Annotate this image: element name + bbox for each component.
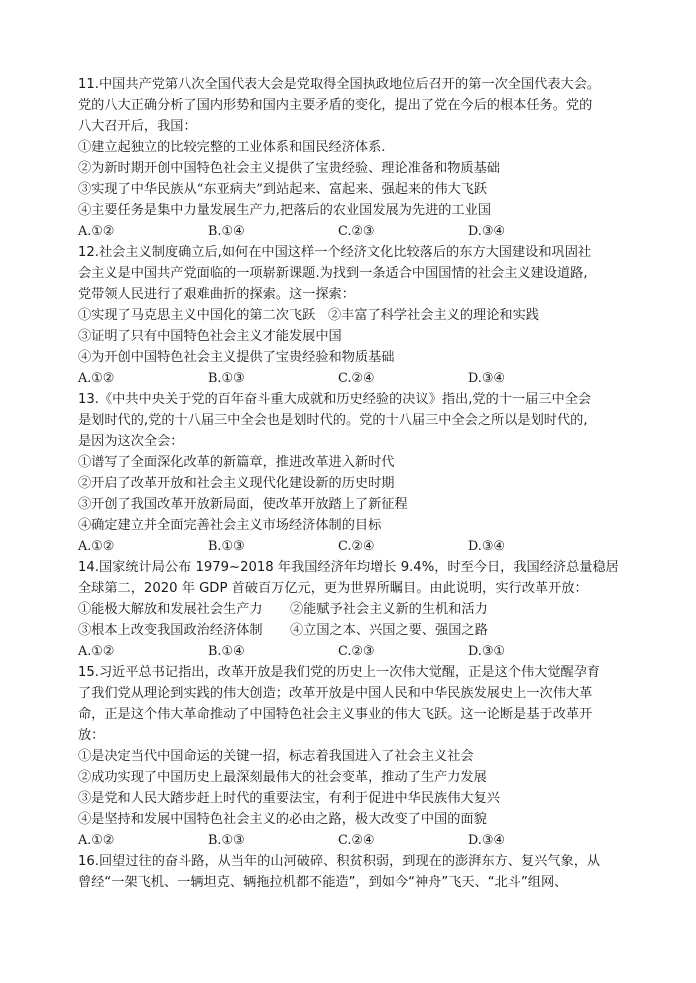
question-stem-line: 放： [78, 728, 105, 743]
option-b: B.①④ [208, 224, 245, 239]
question-stem-line: 15.习近平总书记指出，改革开放是我们党的历史上一次伟大觉醒，正是这个伟大觉醒孕育 [78, 665, 601, 680]
question-12 [78, 242, 634, 389]
question-stem-line: 11.中国共产党第八次全国代表大会是党取得全国执政地位后召开的第一次全国代表大会。 [78, 77, 601, 92]
statement: ②成功实现了中国历史上最深刻最伟大的社会变革，推动了生产力发展 [78, 770, 487, 785]
option-d: D.③① [468, 644, 505, 659]
statement: ③证明了只有中国特色社会主义才能发展中国 [78, 329, 342, 344]
option-c: C.②④ [338, 833, 375, 848]
option-b: B.①③ [208, 539, 245, 554]
statement-pair [78, 620, 634, 641]
option-d: D.③④ [468, 371, 505, 386]
statement: ③根本上改变我国政治经济体制 [78, 623, 263, 638]
question-stem-line: 16.回望过往的奋斗路，从当年的山河破碎、积贫积弱，到现在的澎湃东方、复兴气象，从 [78, 854, 601, 869]
option-d: D.③④ [468, 539, 505, 554]
question-15 [78, 662, 634, 851]
answer-options [78, 221, 634, 242]
option-b: B.①④ [208, 644, 245, 659]
statement: ②能赋予社会主义新的生机和活力 [290, 602, 488, 617]
option-b: B.①③ [208, 371, 245, 386]
statement-pair [78, 305, 634, 326]
question-stem-line: 八大召开后，我国： [78, 119, 197, 134]
statement: ④立国之本、兴国之要、强国之路 [290, 623, 488, 638]
question-stem-line: 党带领人民进行了艰难曲折的探索。这一探索： [78, 287, 355, 302]
question-13 [78, 389, 634, 557]
statement: ④是坚持和发展中国特色社会主义的必由之路，极大改变了中国的面貌 [78, 812, 487, 827]
question-stem-line: 曾经“一架飞机、一辆坦克、辆拖拉机都不能造”，到如今“神舟”飞天、“北斗”组网、 [78, 875, 568, 890]
statement-pair [78, 599, 634, 620]
option-c: C.②④ [338, 539, 375, 554]
option-b: B.①③ [208, 833, 245, 848]
question-stem-line: 是划时代的,党的十八届三中全会也是划时代的。党的十八届三中全会之所以是划时代的, [78, 413, 588, 428]
statement: ②开启了改革开放和社会主义现代化建设新的历史时期 [78, 476, 395, 491]
question-16 [78, 851, 634, 893]
statement: ④主要任务是集中力量发展生产力,把落后的农业国发展为先进的工业国 [78, 203, 492, 218]
question-stem-line: 13.《中共中央关于党的百年奋斗重大成就和历史经验的决议》指出,党的十一届三中全会 [78, 392, 592, 407]
statement: ③是党和人民大踏步赶上时代的重要法宝，有利于促进中华民族伟大复兴 [78, 791, 500, 806]
question-stem-line: 是因为这次全会： [78, 434, 184, 449]
option-c: C.②④ [338, 371, 375, 386]
question-stem-line: 全球第二，2020 年 GDP 首破百万亿元，更为世界所瞩目。由此说明，实行改革开放： [78, 581, 588, 596]
question-stem-line: 会主义是中国共产党面临的一项崭新课题.为找到一条适合中国国情的社会主义建设道路, [78, 266, 588, 281]
option-a: A.①② [78, 371, 115, 386]
answer-options [78, 536, 634, 557]
question-stem-line: 14.国家统计局公布 1979~2018 年我国经济年均增长 9.4%，时至今日，我国经济总量稳居 [78, 560, 619, 575]
statement: ②丰富了科学社会主义的理论和实践 [328, 308, 539, 323]
statement: ④为开创中国特色社会主义提供了宝贵经验和物质基础 [78, 350, 395, 365]
question-stem-line: 12.社会主义制度确立后,如何在中国这样一个经济文化比较落后的东方大国建设和巩固社 [78, 245, 592, 260]
statement: ①能极大解放和发展社会生产力 [78, 602, 263, 617]
answer-options [78, 368, 634, 389]
statement: ②为新时期开创中国特色社会主义提供了宝贵经验、理论准备和物质基础 [78, 161, 500, 176]
statement: ③实现了中华民族从“东亚病夫”到站起来、富起来、强起来的伟大飞跃 [78, 182, 488, 197]
question-11 [78, 74, 634, 242]
statement: ③开创了我国改革开放新局面，使改革开放踏上了新征程 [78, 497, 408, 512]
statement: ①建立起独立的比较完整的工业体系和国民经济体系. [78, 140, 386, 155]
question-stem-line: 命，正是这个伟大革命推动了中国特色社会主义事业的伟大飞跃。这一论断是基于改革开 [78, 707, 593, 722]
option-d: D.③④ [468, 224, 505, 239]
question-list [78, 74, 634, 893]
statement: ④确定建立并全面完善社会主义市场经济体制的目标 [78, 518, 382, 533]
option-a: A.①② [78, 833, 115, 848]
option-a: A.①② [78, 224, 115, 239]
statement: ①实现了马克思主义中国化的第二次飞跃 [78, 308, 316, 323]
answer-options [78, 641, 634, 662]
option-a: A.①② [78, 644, 115, 659]
question-14 [78, 557, 634, 662]
question-stem-line: 党的八大正确分析了国内形势和国内主要矛盾的变化，提出了党在今后的根本任务。党的 [78, 98, 593, 113]
question-stem-line: 了我们党从理论到实践的伟大创造；改革开放是中国人民和中华民族发展史上一次伟大革 [78, 686, 593, 701]
option-c: C.②③ [338, 644, 375, 659]
option-d: D.③④ [468, 833, 505, 848]
statement: ①是决定当代中国命运的关键一招，标志着我国进入了社会主义社会 [78, 749, 474, 764]
answer-options [78, 830, 634, 851]
statement: ①谱写了全面深化改革的新篇章，推进改革进入新时代 [78, 455, 395, 470]
option-c: C.②③ [338, 224, 375, 239]
option-a: A.①② [78, 539, 115, 554]
